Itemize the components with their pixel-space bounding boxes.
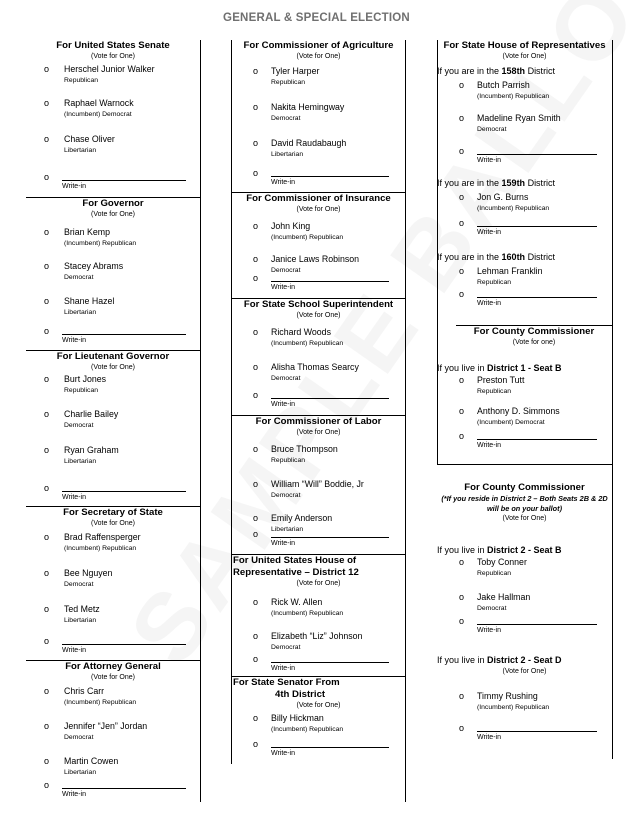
- vote-bubble[interactable]: o: [44, 604, 50, 614]
- candidate-option[interactable]: [437, 375, 612, 399]
- note-seat: 2B: [579, 494, 589, 503]
- write-in-line[interactable]: [477, 731, 597, 732]
- district-number: 160th: [501, 252, 526, 262]
- district-heading: [437, 545, 562, 556]
- candidate-name: Toby Conner: [477, 557, 527, 567]
- candidate-party: Republican: [64, 77, 99, 84]
- vote-bubble[interactable]: o: [459, 557, 465, 567]
- write-in-line[interactable]: [477, 297, 597, 298]
- race-section: [26, 197, 200, 350]
- candidate-option[interactable]: [231, 138, 406, 162]
- candidate-party: Democrat: [64, 734, 94, 741]
- candidate-party: Democrat: [64, 581, 94, 588]
- candidate-option[interactable]: [26, 721, 200, 745]
- write-in-line[interactable]: [62, 644, 186, 645]
- vote-for-instruction: (Vote for One): [296, 702, 341, 709]
- vote-bubble[interactable]: o: [44, 721, 50, 731]
- candidate-name: Herschel Junior Walker: [64, 64, 155, 74]
- write-in-line[interactable]: [477, 226, 597, 227]
- candidate-option[interactable]: [437, 557, 612, 581]
- note-text: &: [591, 494, 599, 503]
- race-section: [26, 506, 200, 660]
- candidate-party: Republican: [271, 457, 306, 464]
- column-divider: [612, 40, 613, 759]
- candidate-name: Ted Metz: [64, 604, 100, 614]
- write-in-bubble[interactable]: o: [459, 723, 465, 733]
- vote-for-instruction: (Vote for One): [91, 674, 135, 681]
- vote-for-instruction: (Vote for One): [91, 211, 135, 218]
- candidate-name: Chris Carr: [64, 686, 105, 696]
- candidate-name: Anthony D. Simmons: [477, 406, 560, 416]
- note-seat: 2D: [598, 494, 608, 503]
- candidate-party: Republican: [477, 388, 512, 395]
- race-section: [231, 554, 406, 676]
- candidate-option[interactable]: [437, 406, 612, 430]
- candidate-name: Jake Hallman: [477, 592, 531, 602]
- race-title: For State Senator From: [233, 677, 340, 688]
- write-in-line[interactable]: [271, 281, 389, 282]
- vote-for-instruction: (Vote for One): [502, 53, 547, 60]
- candidate-option[interactable]: [26, 98, 200, 122]
- race-title: For Governor: [82, 198, 144, 209]
- write-in-bubble[interactable]: o: [253, 168, 259, 178]
- vote-bubble[interactable]: o: [253, 513, 259, 523]
- district-prefix: If you are in the: [437, 178, 502, 188]
- race-section: [231, 676, 406, 764]
- candidate-name: John King: [271, 221, 311, 231]
- candidate-name: Nakita Hemingway: [271, 102, 345, 112]
- vote-bubble[interactable]: o: [253, 66, 259, 76]
- candidate-party: (Incumbent) Republican: [271, 726, 344, 733]
- candidate-option[interactable]: [26, 409, 200, 433]
- vote-for-instruction: (Vote for One): [296, 429, 341, 436]
- write-in-line[interactable]: [62, 788, 186, 789]
- candidate-party: Democrat: [477, 605, 507, 612]
- write-in-line[interactable]: [477, 624, 597, 625]
- write-in-line[interactable]: [271, 662, 389, 663]
- candidate-option[interactable]: [26, 686, 200, 710]
- candidate-option[interactable]: [231, 444, 406, 468]
- candidate-party: Republican: [271, 79, 306, 86]
- vote-bubble[interactable]: o: [44, 64, 50, 74]
- district-prefix: If you live in: [437, 363, 488, 373]
- write-in-line[interactable]: [271, 537, 389, 538]
- race-title: For Attorney General: [65, 661, 161, 672]
- vote-bubble[interactable]: o: [44, 296, 50, 306]
- write-in-label: Write-in: [271, 750, 295, 757]
- candidate-party: (Incumbent) Republican: [271, 610, 344, 617]
- vote-bubble[interactable]: o: [253, 138, 259, 148]
- candidate-party: Democrat: [271, 375, 301, 382]
- candidate-name: Chase Oliver: [64, 134, 115, 144]
- write-in-label: Write-in: [271, 284, 295, 291]
- candidate-name: Tyler Harper: [271, 66, 320, 76]
- candidate-name: Rick W. Allen: [271, 597, 323, 607]
- candidate-party: (Incumbent) Republican: [477, 704, 550, 711]
- vote-bubble[interactable]: o: [459, 192, 465, 202]
- write-in-label: Write-in: [271, 540, 295, 547]
- note-text: will be on your ballot): [487, 504, 562, 513]
- write-in-bubble[interactable]: o: [253, 390, 259, 400]
- candidate-option[interactable]: [231, 479, 406, 503]
- candidate-party: Libertarian: [64, 617, 97, 624]
- vote-for-instruction: (Vote for One): [502, 515, 547, 522]
- vote-bubble[interactable]: o: [44, 409, 50, 419]
- vote-bubble[interactable]: o: [253, 221, 259, 231]
- district-prefix: If you live in: [437, 545, 488, 555]
- write-in-bubble[interactable]: o: [44, 326, 50, 336]
- race-title: For County Commissioner: [464, 482, 585, 493]
- write-in-bubble[interactable]: o: [253, 273, 259, 283]
- district-number: 159th: [501, 178, 526, 188]
- candidate-option[interactable]: [231, 597, 406, 621]
- vote-for-instruction: (Vote for One): [296, 206, 341, 213]
- vote-bubble[interactable]: o: [253, 713, 259, 723]
- district-prefix: If you are in the: [437, 66, 502, 76]
- candidate-name: Brian Kemp: [64, 227, 110, 237]
- write-in-label: Write-in: [477, 300, 501, 307]
- candidate-party: (Incumbent) Republican: [64, 240, 137, 247]
- candidate-option[interactable]: [231, 631, 406, 655]
- race-title: For Commissioner of Labor: [255, 416, 382, 427]
- race-title: For Commissioner of Insurance: [246, 193, 391, 204]
- candidate-party: Libertarian: [271, 526, 304, 533]
- candidate-party: Republican: [477, 570, 512, 577]
- vote-bubble[interactable]: o: [459, 406, 465, 416]
- column-divider: [200, 40, 201, 802]
- candidate-option[interactable]: [26, 532, 200, 556]
- candidate-option[interactable]: [26, 374, 200, 398]
- vote-bubble[interactable]: o: [253, 327, 259, 337]
- candidate-name: Martin Cowen: [64, 756, 119, 766]
- vote-bubble[interactable]: o: [459, 375, 465, 385]
- candidate-name: David Raudabaugh: [271, 138, 347, 148]
- candidate-party: (Incumbent) Republican: [64, 699, 137, 706]
- race-title: For County Commissioner: [473, 326, 595, 337]
- write-in-label: Write-in: [62, 494, 86, 501]
- candidate-party: (Incumbent) Republican: [64, 545, 137, 552]
- candidate-name: Richard Woods: [271, 327, 331, 337]
- district-number: District 2 - Seat B: [487, 545, 562, 555]
- candidate-party: (Incumbent) Republican: [477, 205, 550, 212]
- candidate-party: (Incumbent) Republican: [477, 93, 550, 100]
- candidate-name: Bruce Thompson: [271, 444, 338, 454]
- candidate-name: Raphael Warnock: [64, 98, 134, 108]
- write-in-line[interactable]: [477, 154, 597, 155]
- race-section-body: [437, 325, 612, 464]
- candidate-option[interactable]: [231, 66, 406, 90]
- candidate-name: Stacey Abrams: [64, 261, 124, 271]
- candidate-party: Republican: [64, 387, 99, 394]
- race-section: [231, 298, 406, 415]
- ballot-title: GENERAL & SPECIAL ELECTION: [223, 12, 410, 24]
- write-in-label: Write-in: [62, 647, 86, 654]
- candidate-name: Jon G. Burns: [477, 192, 529, 202]
- district-prefix: If you are in the: [437, 252, 502, 262]
- write-in-bubble[interactable]: o: [253, 739, 259, 749]
- vote-bubble[interactable]: o: [44, 756, 50, 766]
- candidate-party: (Incumbent) Democrat: [64, 111, 132, 118]
- write-in-label: Write-in: [477, 157, 501, 164]
- candidate-party: Democrat: [271, 644, 301, 651]
- vote-bubble[interactable]: o: [253, 254, 259, 264]
- candidate-party: Libertarian: [64, 309, 97, 316]
- race-title: For Lieutenant Governor: [56, 351, 170, 362]
- candidate-party: Democrat: [64, 274, 94, 281]
- candidate-option[interactable]: [437, 192, 612, 216]
- vote-for-instruction: (Vote for One): [91, 520, 135, 527]
- vote-bubble[interactable]: o: [459, 266, 465, 276]
- race-title: 4th District: [275, 689, 326, 700]
- candidate-option[interactable]: [437, 691, 612, 715]
- write-in-bubble[interactable]: o: [459, 289, 465, 299]
- candidate-name: Janice Laws Robinson: [271, 254, 360, 264]
- candidate-option[interactable]: [231, 713, 406, 737]
- write-in-label: Write-in: [477, 442, 501, 449]
- write-in-line[interactable]: [271, 176, 389, 177]
- candidate-option[interactable]: [437, 592, 612, 616]
- candidate-name: Emily Anderson: [271, 513, 333, 523]
- candidate-option[interactable]: [26, 134, 200, 158]
- vote-bubble[interactable]: o: [44, 568, 50, 578]
- vote-for-instruction: (Vote for One): [296, 53, 341, 60]
- vote-for-instruction: (Vote for One): [502, 668, 547, 675]
- vote-bubble[interactable]: o: [253, 102, 259, 112]
- write-in-bubble[interactable]: o: [253, 529, 259, 539]
- write-in-line[interactable]: [62, 334, 186, 335]
- candidate-party: Democrat: [271, 267, 301, 274]
- race-section: [231, 192, 406, 298]
- district-suffix: District: [525, 252, 556, 262]
- candidate-option[interactable]: [26, 227, 200, 251]
- write-in-line[interactable]: [271, 747, 389, 748]
- district-prefix: If you live in: [437, 655, 488, 665]
- write-in-line[interactable]: [271, 398, 389, 399]
- vote-bubble[interactable]: o: [44, 374, 50, 384]
- vote-bubble[interactable]: o: [459, 592, 465, 602]
- candidate-option[interactable]: [231, 362, 406, 386]
- race-section: [231, 40, 406, 192]
- district-heading: [437, 655, 562, 666]
- write-in-bubble[interactable]: o: [44, 483, 50, 493]
- candidate-option[interactable]: [437, 80, 612, 104]
- write-in-bubble[interactable]: o: [459, 218, 465, 228]
- candidate-option[interactable]: [231, 221, 406, 245]
- write-in-label: Write-in: [271, 179, 295, 186]
- candidate-party: (Incumbent) Democrat: [477, 419, 545, 426]
- candidate-name: Timmy Rushing: [477, 691, 538, 701]
- write-in-line[interactable]: [62, 491, 186, 492]
- race-note: [437, 494, 612, 514]
- district-heading: [437, 363, 562, 374]
- district-heading: [437, 66, 555, 77]
- race-section: [26, 660, 200, 804]
- race-section: [26, 350, 200, 506]
- candidate-name: Jennifer “Jen” Jordan: [64, 721, 148, 731]
- vote-bubble[interactable]: o: [44, 445, 50, 455]
- write-in-label: Write-in: [477, 229, 501, 236]
- candidate-name: Alisha Thomas Searcy: [271, 362, 359, 372]
- vote-for-instruction: (Vote for One): [91, 53, 135, 60]
- vote-bubble[interactable]: o: [44, 227, 50, 237]
- vote-bubble[interactable]: o: [459, 691, 465, 701]
- candidate-party: Democrat: [271, 492, 301, 499]
- candidate-option[interactable]: [26, 756, 200, 780]
- candidate-option[interactable]: [26, 296, 200, 320]
- race-title: For United States Senate: [56, 40, 170, 51]
- candidate-party: Democrat: [64, 422, 94, 429]
- vote-bubble[interactable]: o: [44, 532, 50, 542]
- candidate-name: Lehman Franklin: [477, 266, 543, 276]
- write-in-label: Write-in: [477, 627, 501, 634]
- candidate-party: Libertarian: [271, 151, 304, 158]
- candidate-name: Elizabeth “Liz” Johnson: [271, 631, 363, 641]
- write-in-label: Write-in: [477, 734, 501, 741]
- vote-bubble[interactable]: o: [253, 362, 259, 372]
- race-section: [437, 464, 612, 759]
- candidate-party: Libertarian: [64, 147, 97, 154]
- vote-bubble[interactable]: o: [44, 98, 50, 108]
- candidate-party: Democrat: [477, 126, 507, 133]
- candidate-name: Ryan Graham: [64, 445, 119, 455]
- candidate-option[interactable]: [437, 266, 612, 290]
- candidate-party: Libertarian: [64, 458, 97, 465]
- candidate-name: William “Will” Boddie, Jr: [271, 479, 364, 489]
- district-number: 158th: [501, 66, 526, 76]
- vote-bubble[interactable]: o: [253, 444, 259, 454]
- vote-bubble[interactable]: o: [44, 686, 50, 696]
- district-number: District 1 - Seat B: [487, 363, 562, 373]
- vote-bubble[interactable]: o: [44, 134, 50, 144]
- race-title: For United States House of: [233, 555, 357, 566]
- candidate-name: Preston Tutt: [477, 375, 525, 385]
- write-in-line[interactable]: [477, 439, 597, 440]
- candidate-name: Burt Jones: [64, 374, 107, 384]
- write-in-bubble[interactable]: o: [253, 654, 259, 664]
- candidate-name: Brad Raffensperger: [64, 532, 141, 542]
- candidate-option[interactable]: [26, 261, 200, 285]
- candidate-option[interactable]: [26, 604, 200, 628]
- candidate-name: Bee Nguyen: [64, 568, 113, 578]
- write-in-label: Write-in: [271, 401, 295, 408]
- candidate-name: Shane Hazel: [64, 296, 115, 306]
- candidate-option[interactable]: [231, 327, 406, 351]
- write-in-label: Write-in: [62, 337, 86, 344]
- candidate-option[interactable]: [26, 445, 200, 469]
- write-in-bubble[interactable]: o: [459, 616, 465, 626]
- vote-bubble[interactable]: o: [253, 631, 259, 641]
- note-text: (*If you reside in District 2 – Both Seats: [441, 494, 580, 503]
- candidate-name: Billy Hickman: [271, 713, 324, 723]
- vote-bubble[interactable]: o: [253, 479, 259, 489]
- race-title: For State School Superintendent: [243, 299, 394, 310]
- vote-bubble[interactable]: o: [44, 261, 50, 271]
- district-heading: [437, 252, 555, 263]
- candidate-party: Republican: [477, 279, 512, 286]
- candidate-option[interactable]: [26, 568, 200, 592]
- race-section: [437, 40, 612, 325]
- write-in-label: Write-in: [62, 791, 86, 798]
- candidate-option[interactable]: [437, 113, 612, 137]
- vote-for-instruction: (Vote for One): [91, 364, 135, 371]
- write-in-label: Write-in: [271, 665, 295, 672]
- district-heading: [437, 178, 555, 189]
- write-in-bubble[interactable]: o: [44, 636, 50, 646]
- candidate-party: (Incumbent) Republican: [271, 340, 344, 347]
- candidate-name: Charlie Bailey: [64, 409, 119, 419]
- vote-bubble[interactable]: o: [459, 113, 465, 123]
- write-in-bubble[interactable]: o: [459, 146, 465, 156]
- candidate-party: Libertarian: [64, 769, 97, 776]
- race-title: For Secretary of State: [63, 507, 163, 518]
- district-suffix: District: [525, 178, 556, 188]
- district-number: District 2 - Seat D: [487, 655, 562, 665]
- race-title: For Commissioner of Agriculture: [243, 40, 394, 51]
- candidate-name: Madeline Ryan Smith: [477, 113, 561, 123]
- write-in-bubble[interactable]: o: [44, 780, 50, 790]
- district-suffix: District: [525, 66, 556, 76]
- candidate-party: Democrat: [271, 115, 301, 122]
- candidate-option[interactable]: [26, 64, 200, 88]
- write-in-bubble[interactable]: o: [459, 431, 465, 441]
- vote-bubble[interactable]: o: [459, 80, 465, 90]
- candidate-party: (Incumbent) Republican: [271, 234, 344, 241]
- vote-for-instruction: (Vote for One): [296, 580, 341, 587]
- race-section: [231, 415, 406, 554]
- write-in-bubble[interactable]: o: [44, 172, 50, 182]
- race-title: Representative – District 12: [233, 567, 359, 578]
- candidate-option[interactable]: [231, 102, 406, 126]
- vote-bubble[interactable]: o: [253, 597, 259, 607]
- write-in-label: Write-in: [62, 183, 86, 190]
- vote-for-instruction: (Vote for One): [296, 312, 341, 319]
- vote-for-instruction: (Vote for one): [512, 339, 556, 346]
- race-title: For State House of Representatives: [443, 40, 606, 51]
- candidate-name: Butch Parrish: [477, 80, 530, 90]
- race-section: [26, 40, 200, 197]
- write-in-line[interactable]: [62, 180, 186, 181]
